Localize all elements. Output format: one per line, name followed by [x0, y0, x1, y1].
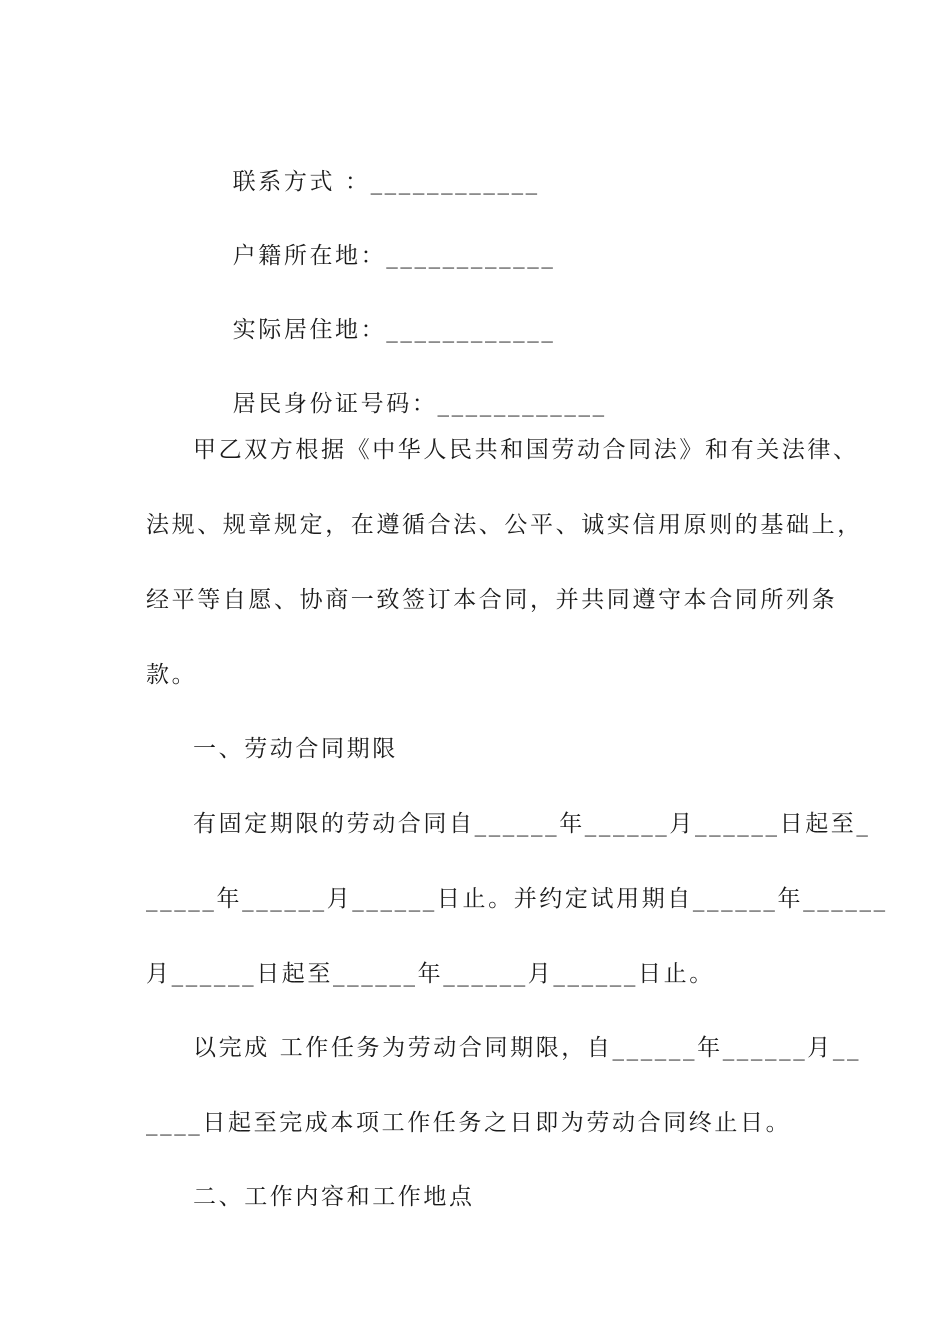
task-term-line: 以完成 工作任务为劳动合同期限，自______年______月__ — [193, 1035, 862, 1061]
task-term-line: ____日起至完成本项工作任务之日即为劳动合同终止日。 — [146, 1110, 792, 1136]
fixed-term-line: _____年______月______日止。并约定试用期自______年______ — [146, 886, 888, 912]
fixed-term-line: 有固定期限的劳动合同自______年______月______日起至_ — [193, 811, 871, 837]
id-number-line — [193, 362, 607, 446]
contact-line — [193, 140, 540, 224]
preamble-line: 甲乙双方根据《中华人民共和国劳动合同法》和有关法律、 — [193, 437, 859, 463]
preamble-line: 款。 — [146, 662, 198, 688]
contact-blank: ____________ — [370, 169, 540, 195]
residence-line — [193, 288, 555, 372]
fixed-term-line: 月______日起至______年______月______日止。 — [146, 961, 715, 987]
id-number-blank: ____________ — [437, 391, 607, 417]
residence-blank: ____________ — [386, 317, 556, 343]
section-heading: 一、劳动合同期限 — [193, 736, 398, 762]
household-line — [193, 214, 555, 298]
household-blank: ____________ — [386, 243, 556, 269]
section-heading: 二、工作内容和工作地点 — [193, 1184, 475, 1210]
residence-label: 实际居住地： — [232, 317, 387, 343]
household-label: 户籍所在地： — [232, 243, 387, 269]
preamble-line: 法规、规章规定，在遵循合法、公平、诚实信用原则的基础上， — [146, 512, 863, 538]
preamble-line: 经平等自愿、协商一致签订本合同，并共同遵守本合同所列条 — [146, 587, 838, 613]
id-number-label: 居民身份证号码： — [232, 391, 438, 417]
contact-label: 联系方式 ： — [232, 169, 371, 195]
